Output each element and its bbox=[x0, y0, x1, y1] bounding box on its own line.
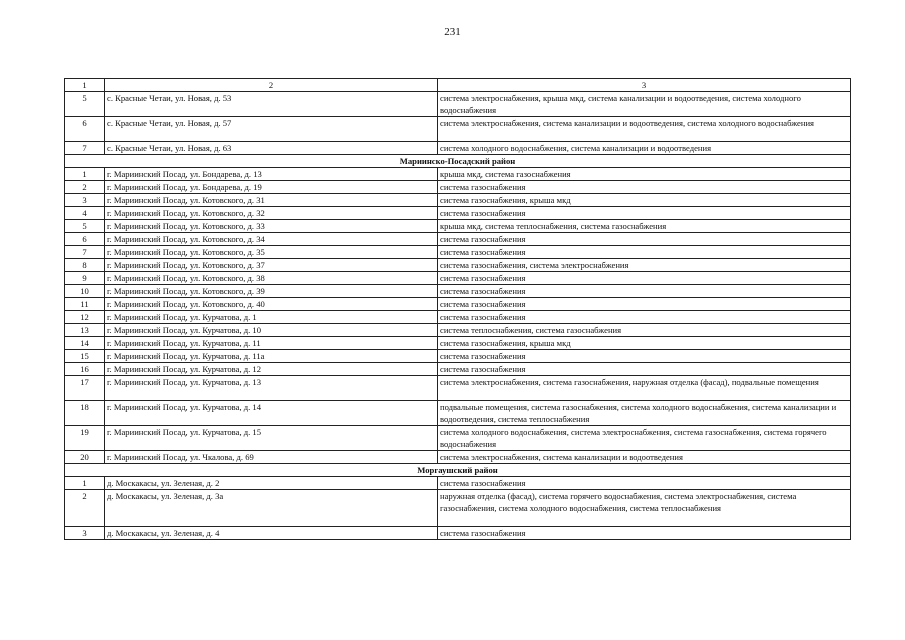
table-row bbox=[65, 311, 851, 324]
row-systems: подвальные помещения, система газоснабжения, система холодного водоснабжения, система канализации и водоотведения, система теплоснабжения bbox=[438, 401, 851, 426]
row-number: 7 bbox=[65, 142, 105, 155]
row-address: г. Мариинский Посад, ул. Курчатова, д. 14 bbox=[105, 401, 438, 426]
district-title: Мариинско-Посадский район bbox=[65, 155, 851, 168]
row-systems: система газоснабжения bbox=[438, 527, 851, 540]
row-address: г. Мариинский Посад, ул. Курчатова, д. 10 bbox=[105, 324, 438, 337]
table-row bbox=[65, 246, 851, 259]
row-systems: система газоснабжения, крыша мкд bbox=[438, 194, 851, 207]
row-number: 5 bbox=[65, 92, 105, 117]
row-number: 5 bbox=[65, 220, 105, 233]
row-systems: система газоснабжения bbox=[438, 181, 851, 194]
row-address: г. Мариинский Посад, ул. Котовского, д. 39 bbox=[105, 285, 438, 298]
row-systems: система газоснабжения bbox=[438, 207, 851, 220]
row-address: г. Мариинский Посад, ул. Котовского, д. 33 bbox=[105, 220, 438, 233]
row-systems: система теплоснабжения, система газоснабжения bbox=[438, 324, 851, 337]
header-col-address: 2 bbox=[105, 79, 438, 92]
row-number: 11 bbox=[65, 298, 105, 311]
row-systems: система электроснабжения, система газоснабжения, наружная отделка (фасад), подвальные помещения bbox=[438, 376, 851, 401]
row-number: 8 bbox=[65, 259, 105, 272]
table-row bbox=[65, 490, 851, 527]
row-systems: система газоснабжения bbox=[438, 233, 851, 246]
row-systems: система газоснабжения bbox=[438, 298, 851, 311]
row-number: 3 bbox=[65, 527, 105, 540]
row-systems: крыша мкд, система теплоснабжения, система газоснабжения bbox=[438, 220, 851, 233]
row-address: г. Мариинский Посад, ул. Котовского, д. 38 bbox=[105, 272, 438, 285]
row-systems: система газоснабжения, крыша мкд bbox=[438, 337, 851, 350]
table-row bbox=[65, 337, 851, 350]
row-number: 4 bbox=[65, 207, 105, 220]
district-section-row bbox=[65, 464, 851, 477]
row-systems: система электроснабжения, система канализации и водоотведения, система холодного водоснабжения bbox=[438, 117, 851, 142]
row-address: г. Мариинский Посад, ул. Котовского, д. 34 bbox=[105, 233, 438, 246]
row-number: 18 bbox=[65, 401, 105, 426]
row-address: г. Мариинский Посад, ул. Котовского, д. 31 bbox=[105, 194, 438, 207]
row-number: 12 bbox=[65, 311, 105, 324]
row-number: 3 bbox=[65, 194, 105, 207]
table-row bbox=[65, 92, 851, 117]
table-row bbox=[65, 363, 851, 376]
row-number: 19 bbox=[65, 426, 105, 451]
row-number: 1 bbox=[65, 477, 105, 490]
table-row bbox=[65, 233, 851, 246]
row-systems: система газоснабжения bbox=[438, 477, 851, 490]
table-row bbox=[65, 142, 851, 155]
table-row bbox=[65, 181, 851, 194]
row-address: г. Мариинский Посад, ул. Котовского, д. 40 bbox=[105, 298, 438, 311]
row-address: г. Мариинский Посад, ул. Чкалова, д. 69 bbox=[105, 451, 438, 464]
district-title: Моргаушский район bbox=[65, 464, 851, 477]
row-number: 6 bbox=[65, 117, 105, 142]
row-address: с. Красные Четаи, ул. Новая, д. 63 bbox=[105, 142, 438, 155]
district-section-row bbox=[65, 155, 851, 168]
row-systems: система газоснабжения bbox=[438, 363, 851, 376]
table-row bbox=[65, 527, 851, 540]
row-number: 1 bbox=[65, 168, 105, 181]
table-row bbox=[65, 259, 851, 272]
row-address: г. Мариинский Посад, ул. Котовского, д. 37 bbox=[105, 259, 438, 272]
row-systems: крыша мкд, система газоснабжения bbox=[438, 168, 851, 181]
row-number: 13 bbox=[65, 324, 105, 337]
table-row bbox=[65, 426, 851, 451]
row-systems: наружная отделка (фасад), система горячего водоснабжения, система электроснабжения, система газоснабжения, система холодного водоснабжения, система теплоснабжения bbox=[438, 490, 851, 527]
table-row bbox=[65, 207, 851, 220]
row-address: д. Москакасы, ул. Зеленая, д. 2 bbox=[105, 477, 438, 490]
row-address: с. Красные Четаи, ул. Новая, д. 57 bbox=[105, 117, 438, 142]
row-number: 2 bbox=[65, 490, 105, 527]
row-address: д. Москакасы, ул. Зеленая, д. 3а bbox=[105, 490, 438, 527]
row-address: г. Мариинский Посад, ул. Котовского, д. 32 bbox=[105, 207, 438, 220]
table-row bbox=[65, 477, 851, 490]
row-number: 6 bbox=[65, 233, 105, 246]
table-row bbox=[65, 285, 851, 298]
row-address: с. Красные Четаи, ул. Новая, д. 53 bbox=[105, 92, 438, 117]
table-row bbox=[65, 324, 851, 337]
row-systems: система холодного водоснабжения, система канализации и водоотведения bbox=[438, 142, 851, 155]
row-number: 20 bbox=[65, 451, 105, 464]
table-body bbox=[65, 79, 851, 540]
row-systems: система газоснабжения, система электроснабжения bbox=[438, 259, 851, 272]
table-row bbox=[65, 168, 851, 181]
row-systems: система газоснабжения bbox=[438, 285, 851, 298]
row-number: 15 bbox=[65, 350, 105, 363]
table-row bbox=[65, 401, 851, 426]
table-row bbox=[65, 117, 851, 142]
row-address: г. Мариинский Посад, ул. Курчатова, д. 15 bbox=[105, 426, 438, 451]
row-systems: система холодного водоснабжения, система электроснабжения, система газоснабжения, система горячего водоснабжения bbox=[438, 426, 851, 451]
row-number: 9 bbox=[65, 272, 105, 285]
row-address: г. Мариинский Посад, ул. Курчатова, д. 11а bbox=[105, 350, 438, 363]
row-number: 7 bbox=[65, 246, 105, 259]
buildings-table bbox=[64, 78, 851, 540]
row-systems: система газоснабжения bbox=[438, 350, 851, 363]
row-address: г. Мариинский Посад, ул. Курчатова, д. 13 bbox=[105, 376, 438, 401]
row-number: 17 bbox=[65, 376, 105, 401]
row-address: д. Москакасы, ул. Зеленая, д. 4 bbox=[105, 527, 438, 540]
table-row bbox=[65, 376, 851, 401]
row-number: 2 bbox=[65, 181, 105, 194]
row-systems: система электроснабжения, система канализации и водоотведения bbox=[438, 451, 851, 464]
table-row bbox=[65, 272, 851, 285]
table-row bbox=[65, 194, 851, 207]
page-number: 231 bbox=[444, 26, 461, 38]
table-row bbox=[65, 451, 851, 464]
row-address: г. Мариинский Посад, ул. Бондарева, д. 19 bbox=[105, 181, 438, 194]
row-address: г. Мариинский Посад, ул. Бондарева, д. 13 bbox=[105, 168, 438, 181]
row-number: 10 bbox=[65, 285, 105, 298]
row-address: г. Мариинский Посад, ул. Курчатова, д. 12 bbox=[105, 363, 438, 376]
row-number: 16 bbox=[65, 363, 105, 376]
row-systems: система газоснабжения bbox=[438, 311, 851, 324]
row-number: 14 bbox=[65, 337, 105, 350]
row-systems: система газоснабжения bbox=[438, 246, 851, 259]
header-col-number: 1 bbox=[65, 79, 105, 92]
table-row bbox=[65, 220, 851, 233]
table-row bbox=[65, 298, 851, 311]
table-row bbox=[65, 350, 851, 363]
row-address: г. Мариинский Посад, ул. Курчатова, д. 11 bbox=[105, 337, 438, 350]
header-col-systems: 3 bbox=[438, 79, 851, 92]
row-systems: система газоснабжения bbox=[438, 272, 851, 285]
row-address: г. Мариинский Посад, ул. Котовского, д. 35 bbox=[105, 246, 438, 259]
row-systems: система электроснабжения, крыша мкд, система канализации и водоотведения, система холодного водоснабжения bbox=[438, 92, 851, 117]
table-header-row bbox=[65, 79, 851, 92]
row-address: г. Мариинский Посад, ул. Курчатова, д. 1 bbox=[105, 311, 438, 324]
